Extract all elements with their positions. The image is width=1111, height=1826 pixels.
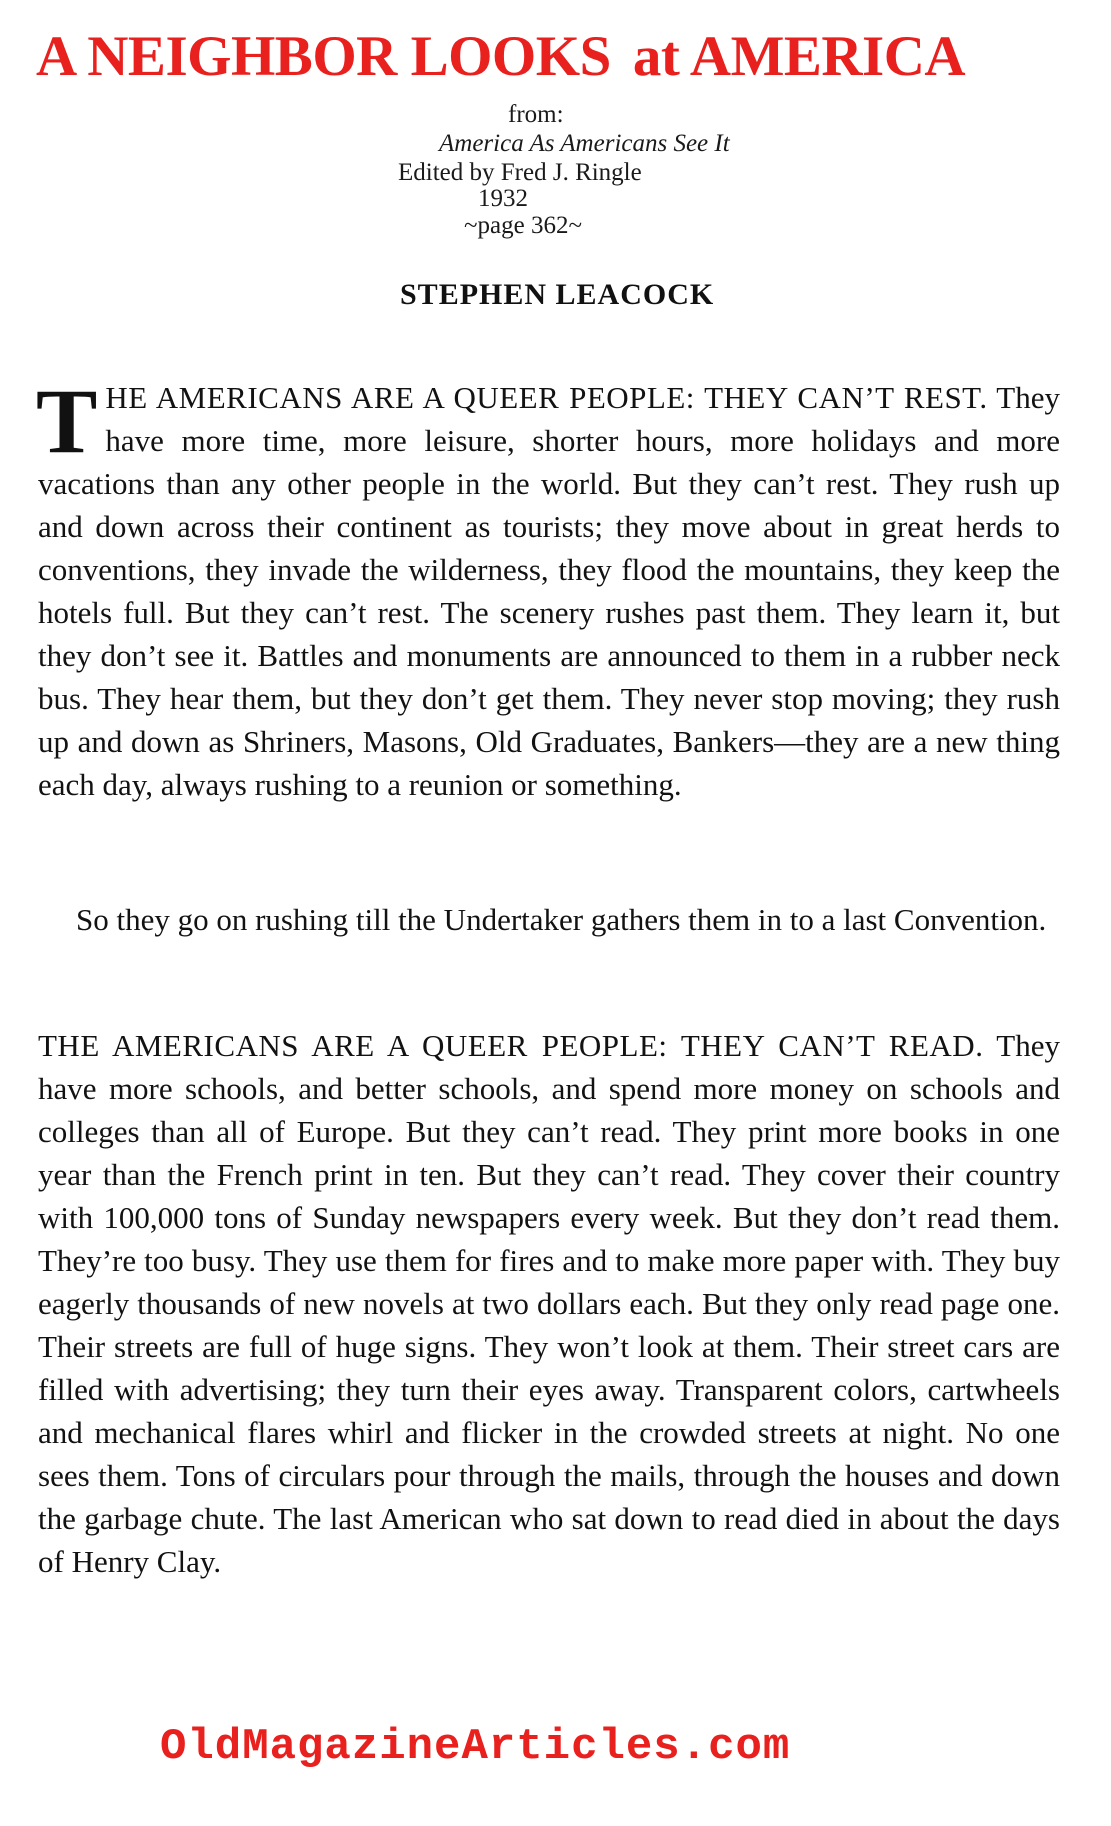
source-year: 1932: [478, 185, 528, 212]
essay-paragraph-1-close: [38, 898, 1060, 941]
paragraph-2-body: They have more schools, and better schools, and spend more money on schools and colleges than all of Europe. But they can’t read. They print more books in one year than the French print in ten. But they can’t read. They cover their country with 100,000 tons of Sunday newspapers every week. But they don’t read them. They’re too busy. They use them for fires and to make more paper with. They buy eagerly thousands of new novels at two dollars each. But they only read page one. Their streets are full of huge signs. They won’t look at them. Their street cars are filled with advertising; they turn their eyes away. Transparent colors, cartwheels and mechanical flares whirl and flicker in the crowded streets at night. No one sees them. Tons of circulars pour through the mails, through the houses and down the garbage chute. The last American who sat down to read died in about the days of Henry Clay.: [38, 1028, 1060, 1579]
paragraph-1-close: So they go on rushing till the Undertaker gathers them in to a last Convention.: [76, 902, 1047, 937]
source-page-ref: ~page 362~: [464, 212, 582, 239]
title-part-1: A NEIGHBOR LOOKS: [36, 25, 611, 88]
source-citation: [0, 100, 1111, 240]
paragraph-2-lead: THE AMERICANS ARE A QUEER PEOPLE: THEY CAN’T READ.: [38, 1028, 984, 1063]
title-part-2: at AMERICA: [632, 25, 966, 88]
essay-paragraph-2: [38, 1024, 1060, 1583]
essay-paragraph-1: [36, 370, 1061, 806]
source-editor: Edited by Fred J. Ringle: [398, 159, 642, 186]
author-name: STEPHEN LEACOCK: [400, 278, 715, 311]
source-book-title: America As Americans See It: [439, 130, 730, 157]
article-title: [36, 25, 966, 88]
drop-cap: T: [36, 370, 98, 472]
paragraph-1-body: They have more time, more leisure, shorter hours, more holidays and more vacations than any other people in the world. But they can’t rest. They rush up and down across their continent as tourists; they move about in great herds to conventions, they invade the wilderness, they flood the mountains, they keep the hotels full. But they can’t rest. The scenery rushes past them. They learn it, but they don’t see it. Battles and monuments are announced to them in a rubber neck bus. They hear them, but they don’t get them. They never stop moving; they rush up and down as Shriners, Masons, Old Graduates, Bankers—they are a new thing each day, always rushing to a reunion or something.: [38, 380, 1061, 802]
site-watermark: OldMagazineArticles.com: [160, 1722, 791, 1772]
paragraph-1-lead: HE AMERICANS ARE A QUEER PEOPLE: THEY CAN’T REST.: [105, 380, 988, 415]
source-from: from:: [508, 101, 564, 128]
